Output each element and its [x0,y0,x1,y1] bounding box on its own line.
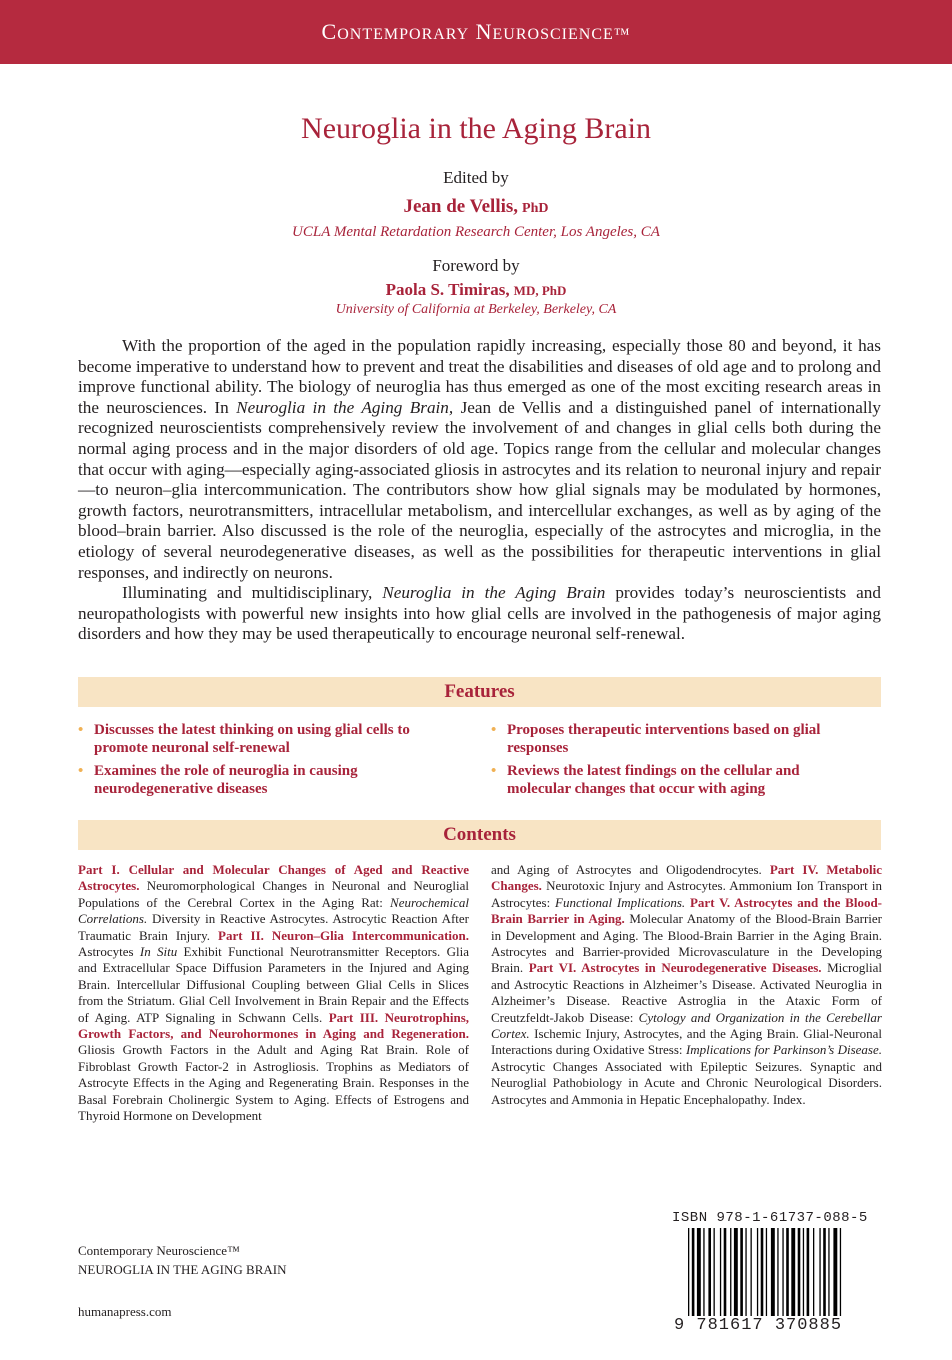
contents-text: and Aging of Astrocytes and Oligodendrocytes. [491,862,770,877]
foreword-affiliation: University of California at Berkeley, Berkeley, CA [335,302,617,317]
barcode-bar [819,1228,820,1316]
book-title: Neuroglia in the Aging Brain [301,112,651,145]
barcode-bar [745,1228,746,1316]
p1-text-b: Jean de Vellis and a distinguished panel of internationally recognized neuroscientists comprehensively review the involvement of and changes in glial cells both during the normal aging process and in the major disorders of old age. Topics range from the cellular and molecular changes that occur with aging—especially aging-associated gliosis in astrocytes and its relation to neuronal injury and repair—to neuron–glia intercommunication. The contributors show how glial signals may be modulated by hormones, growth factors, neurotransmitters, intracellular metabolism, and intercellular exchanges, as well as by aging of the blood–brain barrier. Also discussed is the role of the neuroglia, especially of the astrocytes and microglia, in the etiology of several neurodegenerative diseases, as well as the possibilities for therapeutic interventions in glial responses, and indirectly on neurons. [78,397,881,582]
p1-book-title: Neuroglia in the Aging Brain, [236,397,454,417]
barcode-icon [672,1228,882,1316]
barcode-bar [807,1228,810,1316]
bullet-icon: • [491,722,497,738]
part-heading: Part V. Astrocytes and the Blood-Brain Barrier in Aging. [491,894,883,927]
barcode-bar [786,1228,789,1316]
description-paragraph-2 [78,583,881,645]
barcode-bar [720,1228,721,1316]
contents-left-column [78,862,469,1125]
contents-italic: Neurochemical Correlations. [78,894,469,927]
contents-text: Diversity in Reactive Astrocytes. Astrocytic Reaction After Traumatic Brain Injury. [78,911,469,943]
barcode-bar [688,1228,689,1316]
p1-text-a: With the proportion of the aged in the population rapidly increasing, especially those 80 and beyond, it has become imperative to understand how to prevent and treat the disabilities and diseases of old age and to prolong and improve functional ability. The biology of neuroglia has thus emerged as one of the most exciting research areas in the neurosciences. In [78,336,881,417]
feature-item [491,762,861,798]
barcode-bar [766,1228,767,1316]
barcode-bar [828,1228,829,1316]
barcode-bar [823,1228,826,1316]
editor-affiliation: UCLA Mental Retardation Research Center, Los Angeles, CA [292,224,660,240]
publisher-website[interactable]: humanapress.com [78,1304,172,1319]
foreword-label: Foreword by [432,256,520,275]
part-heading: Part IV. Metabolic Changes. [491,862,882,894]
feature-item [78,721,448,757]
barcode-bar [703,1228,704,1316]
bullet-icon: • [491,763,497,779]
contents-text: Astrocytes [78,944,140,960]
editor-line [0,196,952,218]
barcode-bar [791,1228,795,1316]
contents-text: Gliosis Growth Factors in the Adult and Aging Rat Brain. Role of Fibroblast Growth Factor-2 in Astrogliosis. Trophins as Mediators of Astrocyte Effects in the Aging and Regenerating Brain. Responses in the Basal Forebrain Cholinergic System to Aging. Effects of Estrogens and Thyroid Hormone on Development [78,1042,469,1124]
banner-cap-1: C [321,19,338,44]
barcode-bar [724,1228,727,1316]
feature-text: Discusses the latest thinking on using glial cells to promote neuronal self-renewal [94,722,410,756]
part-heading: Part II. Neuron–Glia Intercommunication. [218,927,469,943]
features-right-column [491,721,861,803]
barcode-bar [697,1228,701,1316]
contents-text: Molecular Anatomy of the Blood-Brain Barrier in Development and Aging. The Blood-Brain Barrier in the Aging Brain. Astrocytes and Barrier-provided Microvasculature in the Developing Brain. [491,911,882,976]
barcode-bar [798,1228,801,1316]
barcode-bar [751,1228,752,1316]
contents-text: Microglial and Astrocytic Reactions in Alzheimer’s Disease. Activated Neuroglia in Alzheimer’s Disease. Reactive Astroglia in the Ataxic Form of Creutzfeldt-Jakob Disease: [491,960,882,1025]
contents-italic: Implications for Parkinson’s Disease. [685,1042,882,1058]
barcode-bar [840,1228,841,1316]
barcode-bar [757,1228,758,1316]
foreword-credentials: MD, PhD [513,283,567,298]
p2-text-b: provides today’s neuroscientists and neuropathologists with powerful new insights into how glial cells are involved in the pathogenesis of major aging disorders and how they may be used therapeutically to encourage neuronal self-renewal. [78,583,881,644]
series-banner [0,0,952,64]
contents-text: Exhibit Functional Neurotransmitter Receptors. Glia and Extracellular Space Diffusion Parameters in the Injured and Aging Brain. Intercellular Diffusional Coupling between Glial Cells in Slices from the Striatum. Glial Cell Involvement in Brain Repair and the Effects of Aging. ATP Signaling in Schwann Cells. [78,944,469,1025]
barcode-bar [813,1228,814,1316]
contents-text: Neurotoxic Injury and Astrocytes. Ammonium Ion Transport in Astrocytes: [491,878,882,910]
edited-by-label: Edited by [443,168,509,187]
series-name: Contemporary Neuroscience™ [78,1243,240,1258]
feature-item [78,762,448,798]
barcode-bar [782,1228,783,1316]
isbn-barcode [672,1210,882,1336]
banner-cap-2: N [475,19,493,44]
p2-text-a: Illuminating and multidisciplinary, [122,583,383,603]
foreword-name: Paola S. Timiras, [385,280,510,299]
barcode-bar [771,1228,775,1316]
barcode-bar [777,1228,778,1316]
part-heading: Part I. Cellular and Molecular Changes of Aged and Reactive Astrocytes. [78,862,469,894]
isbn-label: ISBN 978-1-61737-088-5 [672,1210,868,1226]
series-book-title: NEUROGLIA IN THE AGING BRAIN [78,1262,287,1277]
feature-text: Proposes therapeutic interventions based on glial responses [507,722,821,756]
ean-number: 9 781617 370885 [674,1316,843,1335]
description [78,336,881,645]
feature-text: Examines the role of neuroglia in causing neurodegenerative diseases [94,763,358,797]
barcode-bar [734,1228,738,1316]
banner-tm: ™ [613,26,631,43]
contents-right-column [491,862,882,1108]
barcode-bar [714,1228,715,1316]
contents-italic: Functional Implications. [555,894,686,910]
editor-credentials: PhD [522,201,549,216]
bullet-icon: • [78,763,84,779]
foreword-line [0,280,952,300]
editor-name: Jean de Vellis, [403,196,519,217]
features-heading: Features [78,677,881,707]
contents-heading: Contents [78,820,881,850]
barcode-bar [708,1228,711,1316]
bullet-icon: • [78,722,84,738]
barcode-bar [761,1228,764,1316]
barcode-bar [833,1228,837,1316]
contents-text: Neuromorphological Changes in Neuronal and Neuroglial Populations of the Cerebral Cortex in the Aging Rat: [78,878,469,910]
barcode-bar [692,1228,695,1316]
contents-text: Astrocytic Changes Associated with Epileptic Seizures. Synaptic and Neuroglial Pathobiology in Acute and Chronic Neurological Disorders. Astrocytes and Ammonia in Hepatic Encephalopathy. Index. [491,1058,882,1107]
part-heading: Part III. Neurotrophins, Growth Factors, and Neurohormones in Aging and Regeneration. [78,1009,470,1042]
part-heading: Part VI. Astrocytes in Neurodegenerative Diseases. [528,960,822,976]
barcode-bar [740,1228,743,1316]
features-left-column [78,721,448,803]
barcode-bar [803,1228,804,1316]
contents-text: Ischemic Injury, Astrocytes, and the Aging Brain. Glial-Neuronal Interactions during Oxidative Stress: [491,1026,882,1058]
feature-item [491,721,861,757]
description-paragraph-1 [78,336,881,583]
p2-book-title: Neuroglia in the Aging Brain [382,583,606,603]
barcode-bar [730,1228,731,1316]
contents-italic: Cytology and Organization in the Cerebellar Cortex. [491,1009,882,1042]
banner-rest-2: EUROSCIENCE [492,26,614,43]
feature-text: Reviews the latest findings on the cellular and molecular changes that occur with aging [507,763,800,797]
banner-rest-1: ONTEMPORARY [337,26,470,43]
contents-italic: In Situ [139,944,178,960]
